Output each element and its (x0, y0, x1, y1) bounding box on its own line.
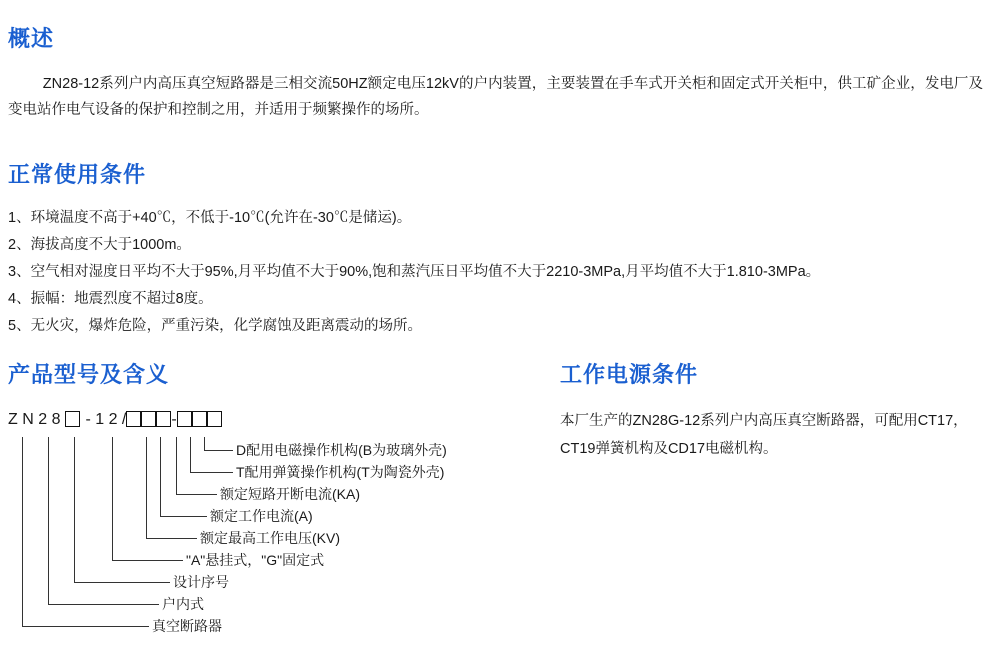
power-heading: 工作电源条件 (560, 362, 699, 387)
model-code-mid: - 1 2 / (85, 411, 127, 428)
code-box-3 (141, 411, 156, 427)
section-model-designation (8, 358, 548, 647)
conditions-heading: 正常使用条件 (8, 162, 147, 187)
code-box-6 (192, 411, 207, 427)
model-code-row (8, 411, 548, 435)
overview-heading: 概述 (8, 26, 55, 51)
list-item: 1、环境温度不高于+40℃，不低于-10℃(允许在-30℃是储运)。 (8, 210, 412, 226)
code-box-1 (65, 411, 80, 427)
list-item: 2、海拔高度不大于1000m。 (8, 237, 191, 253)
leader-label-7: 设计序号 (173, 574, 229, 590)
model-code-dash: - (171, 411, 177, 428)
leader-label-6: "A"悬挂式，"G"固定式 (186, 552, 325, 568)
code-box-5 (177, 411, 192, 427)
list-item: 5、无火灾，爆炸危险，严重污染，化学腐蚀及距离震动的场所。 (8, 318, 423, 334)
section-overview (8, 22, 983, 123)
leader-label-3: 额定短路开断电流(KA) (220, 486, 360, 502)
model-leader-diagram (8, 437, 548, 647)
leader-label-8: 户内式 (162, 596, 204, 612)
code-box-7 (207, 411, 222, 427)
list-item: 3、空气相对湿度日平均不大于95%,月平均值不大于90%,饱和蒸汽压日平均值不大于2210-3MPa,月平均值不大于1.810-3MPa。 (8, 264, 821, 280)
power-paragraph: 本厂生产的ZN28G-12系列户内高压真空断路器，可配用CT17，CT19弹簧机构及CD17电磁机构。 (560, 413, 968, 457)
leader-label-4: 额定工作电流(A) (210, 508, 313, 524)
code-box-4 (156, 411, 171, 427)
leader-label-5: 额定最高工作电压(KV) (200, 530, 340, 546)
list-item: 4、振幅：地震烈度不超过8度。 (8, 291, 213, 307)
model-code-prefix: Z N 2 8 (8, 411, 61, 428)
section-conditions (8, 158, 983, 340)
model-heading: 产品型号及含义 (8, 362, 170, 387)
code-box-2 (126, 411, 141, 427)
section-power-conditions (560, 358, 990, 463)
leader-label-1: D配用电磁操作机构(B为玻璃外壳) (236, 442, 447, 458)
conditions-list (8, 205, 983, 339)
leader-label-9: 真空断路器 (152, 618, 222, 634)
leader-line-9 (22, 437, 149, 627)
overview-paragraph: ZN28-12系列户内高压真空短路器是三相交流50HZ额定电压12kV的户内装置，主要装置在手车式开关柜和固定式开关柜中，供工矿企业，发电厂及变电站作电气设备的保护和控制之用，并适用于频繁操作的场所。 (8, 76, 983, 118)
leader-label-2: T配用弹簧操作机构(T为陶瓷外壳) (236, 464, 445, 480)
